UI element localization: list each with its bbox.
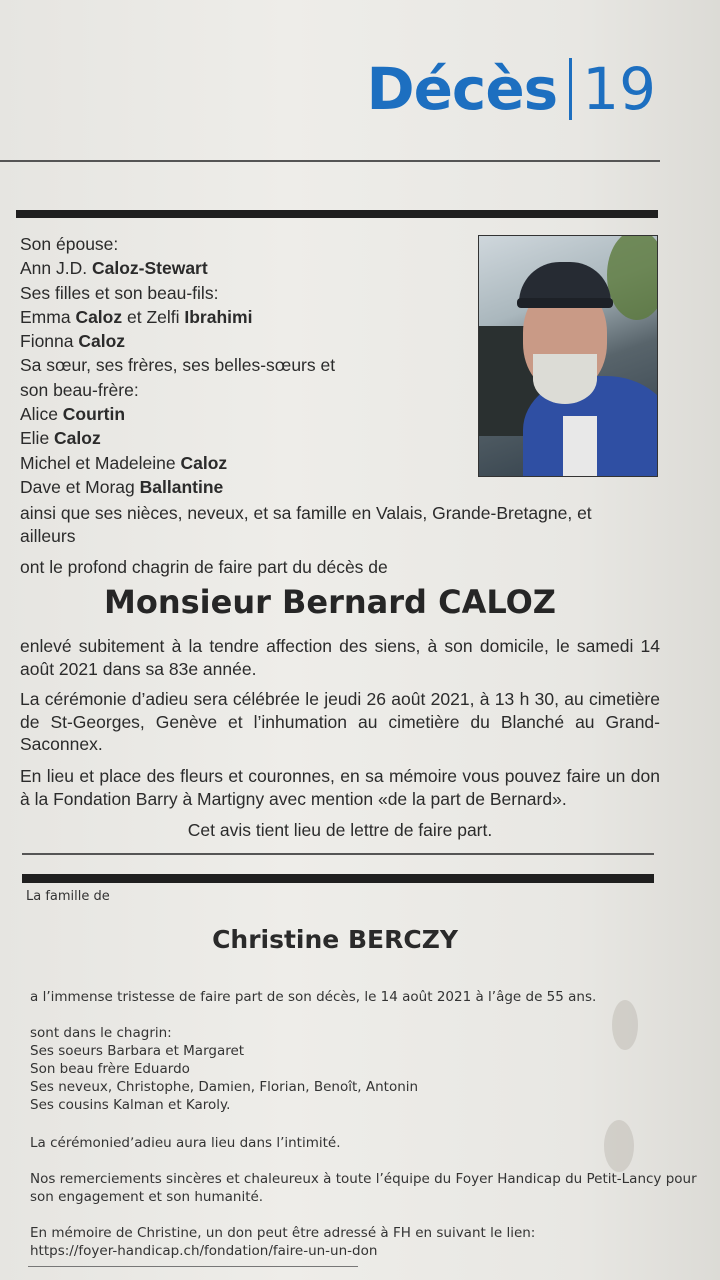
family-surname: Ibrahimi	[184, 306, 253, 327]
mourner-line: Ses neveux, Christophe, Damien, Florian, Benoît, Antonin	[30, 1079, 419, 1095]
family-text: son beau-frère:	[20, 379, 139, 400]
notice2-thanks-1: Nos remerciements sincères et chaleureux à toute l’équipe du Foyer Handicap du Petit-Lancy pour	[30, 1171, 697, 1187]
extended-family: ainsi que ses nièces, neveux, et sa famille en Valais, Grande-Bretagne, et ailleurs	[20, 503, 592, 546]
paper-stain	[612, 1000, 638, 1050]
notice1-top-rule	[16, 210, 658, 218]
header-rule	[0, 160, 660, 162]
notice2-ceremony: La cérémoniedʼadieu aura lieu dans l’intimité.	[30, 1135, 341, 1151]
notice2-link-underline	[28, 1266, 358, 1267]
family-text: Dave et Morag	[20, 476, 140, 497]
donation-details: En lieu et place des fleurs et couronnes, en sa mémoire vous pouvez faire un don à la Fondation Barry à Martigny avec mention «de la part de Bernard».	[20, 766, 660, 809]
section-header	[366, 55, 656, 123]
family-surname: Caloz	[54, 428, 101, 449]
notice2-thanks-2: son engagement et son humanité.	[30, 1189, 264, 1205]
ceremony-details: La cérémonie d’adieu sera célébrée le jeudi 26 août 2021, à 13 h 30, au cimetière de St-Georges, Genève et l’inhumation au cimetière du Blanché au Grand-Saconnex.	[20, 689, 660, 754]
notice2-donation: En mémoire de Christine, un don peut être adressé à FH en suivant le lien:	[30, 1225, 536, 1241]
mourner-line: Ses cousins Kalman et Karoly.	[30, 1097, 231, 1113]
header-divider	[569, 58, 572, 120]
mourner-line: Son beau frère Eduardo	[30, 1061, 190, 1077]
notice2-top-rule	[22, 874, 654, 883]
family-text: Ann J.D.	[20, 258, 92, 279]
family-surname: Caloz	[180, 452, 228, 473]
family-surname: Courtin	[62, 404, 126, 425]
notice2-announcement: a l’immense tristesse de faire part de son décès, le 14 août 2021 à l’âge de 55 ans.	[30, 989, 597, 1005]
death-details: enlevé subitement à la tendre affection des siens, à son domicile, le samedi 14 août 2021 dans sa 83e année.	[20, 636, 660, 679]
page-number: 19	[582, 55, 656, 123]
family-surname: Caloz	[78, 331, 126, 352]
notice1-announcement: ont le profond chagrin de faire part du décès de	[20, 557, 388, 577]
notice1-bottom-rule	[22, 853, 654, 855]
deceased-name-1: Monsieur Bernard CALOZ	[103, 583, 556, 621]
family-line	[20, 475, 660, 499]
family-text: Elie	[20, 428, 55, 449]
donation-link[interactable]: https://foyer-handicap.ch/fondation/faire-un-un-don	[30, 1243, 378, 1259]
family-surname: Caloz	[75, 306, 123, 327]
family-text: Emma	[20, 306, 76, 327]
section-title: Décès	[366, 55, 558, 123]
family-surname: Caloz-Stewart	[91, 258, 208, 279]
notice2-intro: La famille de	[26, 889, 110, 904]
family-text: Michel et Madeleine	[20, 452, 181, 473]
family-text: Fionna	[20, 331, 79, 352]
closing-note: Cet avis tient lieu de lettre de faire part.	[187, 820, 493, 840]
paper-stain	[604, 1120, 634, 1172]
family-text: Son épouse:	[20, 234, 119, 254]
family-text: Ses filles et son beau-fils:	[20, 282, 219, 303]
family-text: Sa sœur, ses frères, ses belles-sœurs et	[20, 355, 336, 376]
family-surname: Ballantine	[139, 476, 224, 497]
mourners-header: sont dans le chagrin:	[30, 1025, 172, 1041]
deceased-name-2: Christine BERCZY	[212, 925, 458, 954]
family-text: Alice	[20, 404, 63, 425]
family-text: et Zelfi	[122, 306, 185, 327]
mourner-line: Ses soeurs Barbara et Margaret	[30, 1043, 245, 1059]
deceased-photo	[478, 235, 658, 477]
